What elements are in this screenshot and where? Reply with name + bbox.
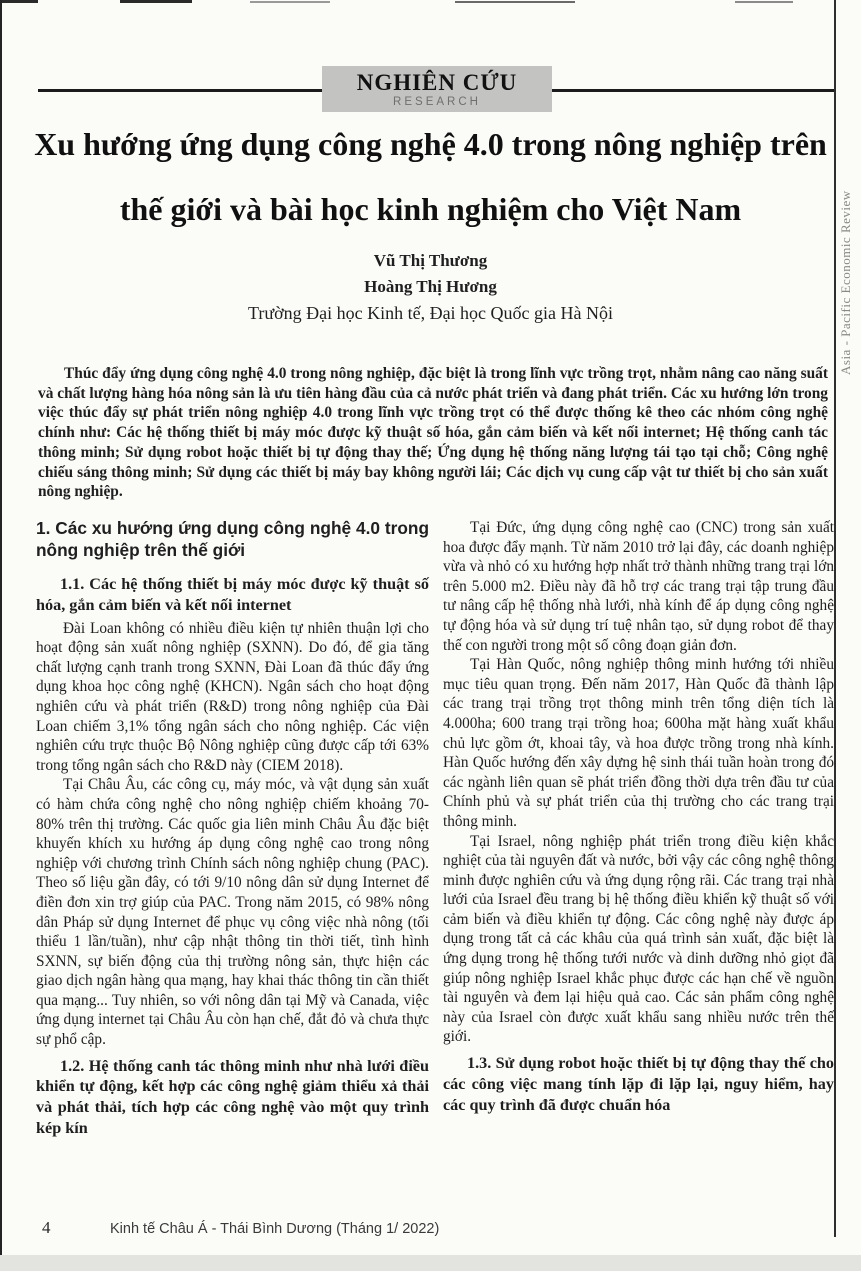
journal-side-label: Asia - Pacific Economic Review (838, 190, 853, 375)
subsection-1-1-heading: 1.1. Các hệ thống thiết bị máy móc được kỹ thuật số hóa, gắn cảm biến và kết nối internet (36, 575, 429, 614)
author-name: Vũ Thị Thương (373, 251, 488, 270)
top-edge-mark (250, 1, 330, 3)
subsection-1-2-heading: 1.2. Hệ thống canh tác thông minh như nhà lưới điều khiển tự động, kết hợp các công nghệ giảm thiểu xả thải và phát thải, tích hợp các công nghệ vào một quy trình kép kín (36, 1056, 429, 1138)
journal-footer: Kinh tế Châu Á - Thái Bình Dương (Tháng 1/ 2022) (110, 1221, 440, 1237)
page-number: 4 (42, 1218, 51, 1237)
research-badge (322, 66, 552, 112)
section-1-heading: 1. Các xu hướng ứng dụng công nghệ 4.0 trong nông nghiệp trên thế giới (36, 518, 429, 560)
top-edge-mark (120, 0, 192, 3)
top-edge-mark (735, 1, 793, 3)
paragraph-germany: Tại Đức, ứng dụng công nghệ cao (CNC) trong sản xuất hoa được đẩy mạnh. Từ năm 2010 trở lại đây, các doanh nghiệp vừa và nhỏ có xu hướng hợp nhất trở thành những trang trại lớn trên 5.000 m2. Điều này đã hỗ trợ các trang trại tập trung đầu tư nâng cấp hệ thống nhà lưới, nhà kính để áp dụng công nghệ tự động hóa và sử dụng trí tuệ nhân tạo, sử dụng robot để thay thế con người trong một số công đoạn giản đơn. (443, 519, 834, 654)
left-page-border (0, 0, 2, 1271)
left-column (36, 518, 429, 1142)
top-edge-mark (455, 1, 575, 3)
paragraph-israel: Tại Israel, nông nghiệp phát triển trong điều kiện khắc nghiệt của tài nguyên đất và nước, bởi vậy các công nghệ thông minh được nghiên cứu và ứng dụng rộng rãi. Các trang trại nhà lưới của Israel đều trang bị hệ thống điều khiển kỹ thuật số với cảm biến và điều khiển tự động. Các công nghệ này được áp dụng trong tất cả các khâu của quá trình sản xuất, đặc biệt là ứng dụng trong hệ thống tưới nước và dinh dưỡng nhỏ giọt đã giúp nông nghiệp Israel khắc phục được các hạn chế về nguồn tài nguyên và đem lại hiệu quả cao. Các sản phẩm công nghệ này của Israel còn được xuất khẩu sang nhiều nước trên thế giới. (443, 832, 834, 1046)
bottom-scan-band (0, 1255, 861, 1271)
author-name: Hoàng Thị Hương (364, 277, 497, 296)
subsection-1-3-heading: 1.3. Sử dụng robot hoặc thiết bị tự động thay thế cho các công việc mang tính lặp đi lặp lại, nguy hiểm, hay các quy trình đã được chuẩn hóa (443, 1054, 834, 1114)
badge-subtitle: RESEARCH (393, 95, 481, 108)
paragraph-korea: Tại Hàn Quốc, nông nghiệp thông minh hướng tới nhiều mục tiêu quan trọng. Đến năm 2017, Hàn Quốc đã thành lập các trang trại trồng trọt thông minh trên tổng diện tích là 4.000ha; 600 trang trại trồng hoa; 600ha mặt hàng xuất khẩu chủ lực gồm ớt, khoai tây, và hoa được trồng trong nhà kính. Hàn Quốc hướng đến xây dựng hệ sinh thái tuần hoàn trong đó các ngành liên quan sẽ phát triển đồng thời dựa trên đầu tư của Chính phủ và sự phát triển của thị trường cho các trang trại thông minh. (443, 656, 834, 830)
right-column (443, 518, 834, 1118)
paragraph-europe: Tại Châu Âu, các công cụ, máy móc, và vật dụng sản xuất có hàm chứa công nghệ cho nông nghiệp chiếm khoảng 70-80% trên thị trường. Các quốc gia liên minh Châu Âu đặc biệt khuyến khích xu hướng áp dụng công nghệ cao trong nông nghiệp với chương trình Chính sách nông nghiệp chung (PAC). Theo số liệu gần đây, có tới 9/10 nông dân sử dụng Internet để điền đơn xin trợ giúp của PAC. Trong năm 2015, có 98% nông dân Pháp sử dụng Internet để phục vụ công việc nhà nông (tối thiểu 1 lần/tuần), như cập nhật thông tin thời tiết, tình hình SXNN, sự biến động của thị trường nông sản, thực hiện các giao dịch ngân hàng qua mạng, hay khai thác thông tin cần thiết qua mạng... Tuy nhiên, so với nông dân tại Mỹ và Canada, việc ứng dụng internet tại Châu Âu còn hạn chế, đắt đỏ và chưa thực sự phổ cập. (36, 776, 429, 1049)
affiliation: Trường Đại học Kinh tế, Đại học Quốc gia Hà Nội (247, 303, 614, 323)
article-title: Xu hướng ứng dụng công nghệ 4.0 trong nông nghiệp trên thế giới và bài học kinh nghiệm cho Việt Nam (34, 126, 827, 227)
right-column-rule (834, 0, 836, 1237)
top-edge-mark (0, 0, 38, 3)
badge-title: NGHIÊN CỨU (356, 69, 518, 95)
abstract-paragraph: Thúc đẩy ứng dụng công nghệ 4.0 trong nông nghiệp, đặc biệt là trong lĩnh vực trồng trọt, nhằm nâng cao năng suất và chất lượng hàng hóa nông sản là ưu tiên hàng đầu của cả nước phát triển và đang phát triển. Các xu hướng lớn trong việc thúc đẩy sự phát triển nông nghiệp 4.0 trong lĩnh vực trồng trọt có thể được thống kê theo các nhóm công nghệ chính như: Các hệ thống thiết bị máy móc được kỹ thuật số hóa, gắn cảm biến và kết nối internet; Hệ thống canh tác thông minh; Sử dụng robot hoặc thiết bị tự động thay thế; Ứng dụng hệ thống năng lượng tái tạo tại chỗ; Công nghệ chiếu sáng thông minh; Sử dụng các thiết bị máy bay không người lái; Các dịch vụ cung cấp vật tư thiết bị cho sản xuất nông nghiệp. (38, 365, 828, 501)
paragraph-taiwan: Đài Loan không có nhiều điều kiện tự nhiên thuận lợi cho hoạt động sản xuất nông nghiệp (SXNN). Do đó, để gia tăng chất lượng cạnh tranh trong SXNN, Đài Loan đã thúc đẩy ứng dụng khoa học công nghệ (KHCN). Ngân sách cho hoạt động nghiên cứu và phát triển (R&D) trong nông nghiệp của Đài Loan chiếm 3,1% tổng ngân sách cho nông nghiệp. Các viện nghiên cứu trực thuộc Bộ Nông nghiệp cũng được cấp tới 63% trong tổng ngân sách cho R&D này (CIEM 2018). (36, 619, 429, 774)
author-block (0, 248, 861, 327)
